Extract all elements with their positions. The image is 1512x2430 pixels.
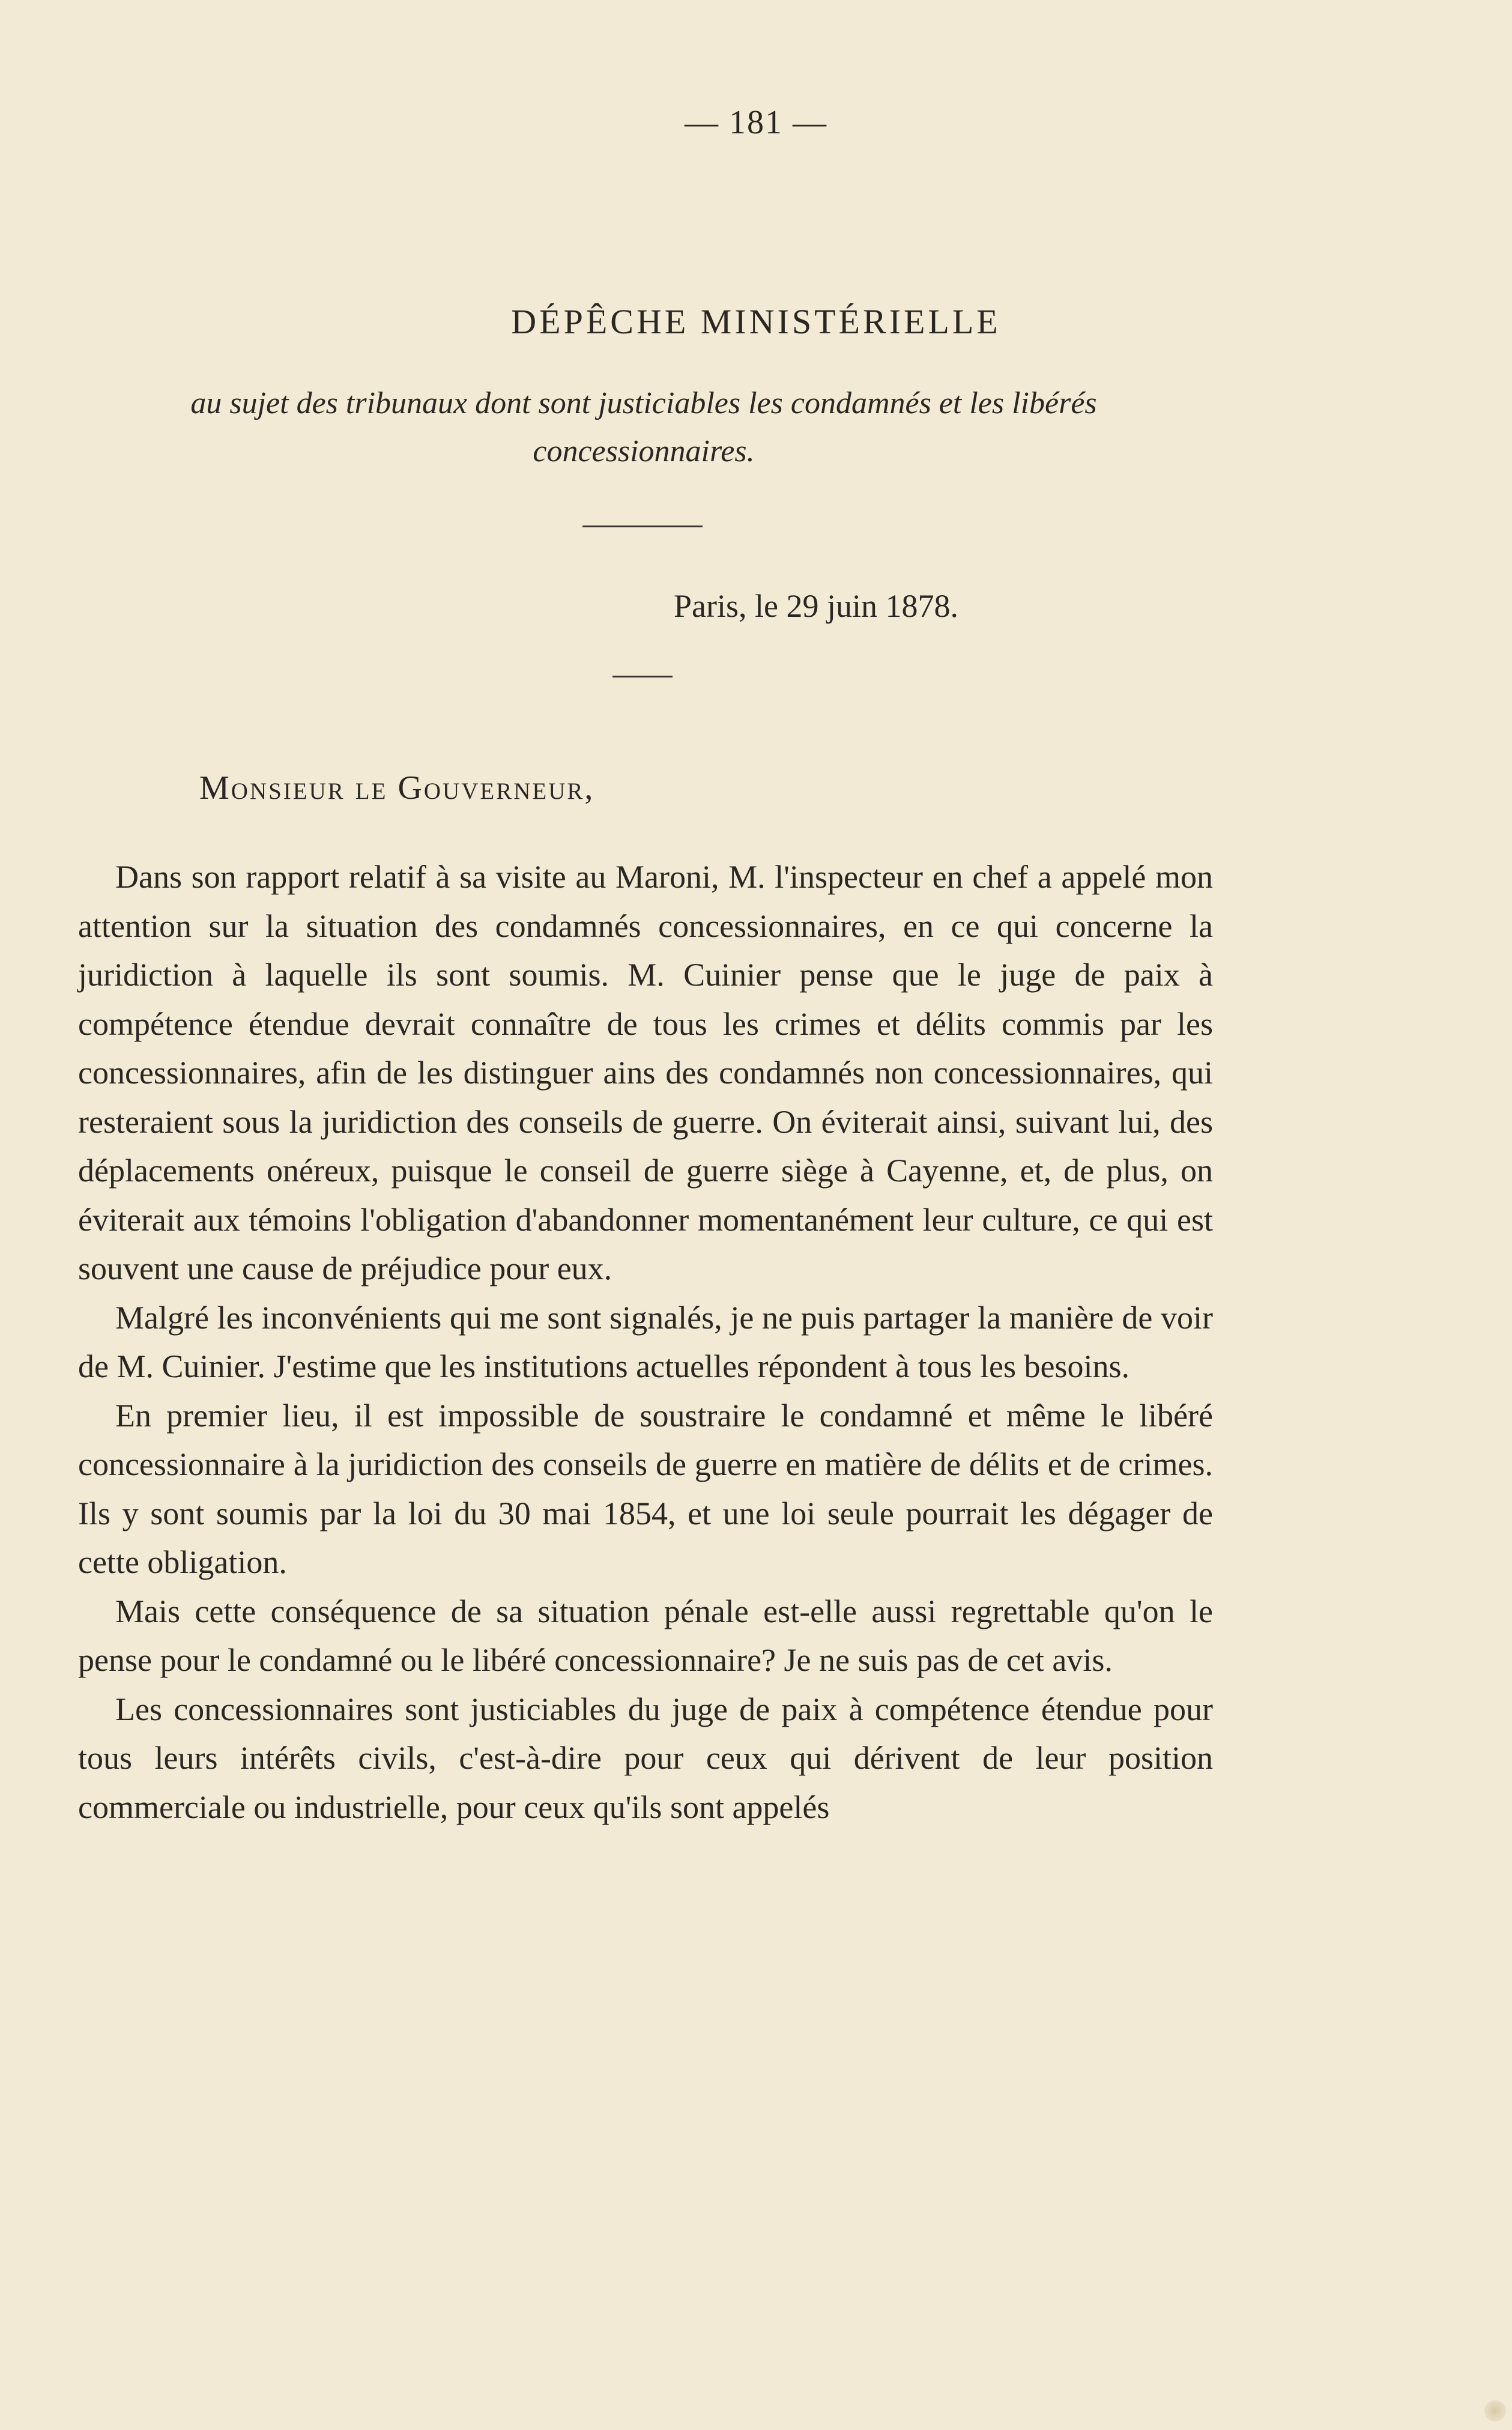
- paragraph: Malgré les inconvénients qui me sont signalés, je ne puis partager la manière de voir de M. Cuinier. J'estime que les institutions actuelles répondent à tous les besoins.: [78, 1299, 1213, 1384]
- paragraph: Mais cette conséquence de sa situation pénale est-elle aussi regrettable qu'on le pense pour le condamné ou le libéré concessionnaire? Je ne suis pas de cet avis.: [78, 1593, 1213, 1678]
- paper-stain: [1484, 2400, 1506, 2422]
- paragraph: Les concessionnaires sont justiciables du juge de paix à compétence étendue pour tous leurs intérêts civils, c'est-à-dire pour ceux qui dérivent de leur position commerciale ou industrielle, pour ceux qu'ils sont appelés: [78, 1691, 1213, 1825]
- letter-body: [78, 853, 1213, 1832]
- dateline: Paris, le 29 juin 1878.: [674, 588, 958, 624]
- title-divider: [582, 526, 703, 527]
- paragraph: Dans son rapport relatif à sa visite au Maroni, M. l'inspecteur en chef a appelé mon attention sur la situation des condamnés concessionnaires, en ce qui concerne la juridiction à laquelle ils sont soumis. M. Cuinier pense que le juge de paix à compétence étendue devrait connaître de tous les crimes et délits commis par les concessionnaires, afin de les distinguer ains des condamnés non concessionnaires, qui resteraient sous la juridiction des conseils de guerre. On éviterait ainsi, suivant lui, des déplacements onéreux, puisque le conseil de guerre siège à Cayenne, et, de plus, on éviterait aux témoins l'obligation d'abandonner momentanément leur culture, ce qui est souvent une cause de préjudice pour eux.: [78, 859, 1213, 1286]
- salutation: Monsieur le Gouverneur,: [199, 769, 595, 807]
- page-number: — 181 —: [685, 104, 827, 141]
- document-title: DÉPÊCHE MINISTÉRIELLE: [511, 302, 1001, 341]
- document-subtitle: au sujet des tribunaux dont sont justiciables les condamnés et les libérés concessionnaires.: [190, 386, 1097, 468]
- paragraph: En premier lieu, il est impossible de soustraire le condamné et même le libéré concessionnaire à la juridiction des conseils de guerre en matière de délits et de crimes. Ils y sont soumis par la loi du 30 mai 1854, et une loi seule pourrait les dégager de cette obligation.: [78, 1397, 1213, 1580]
- date-divider: [612, 676, 673, 677]
